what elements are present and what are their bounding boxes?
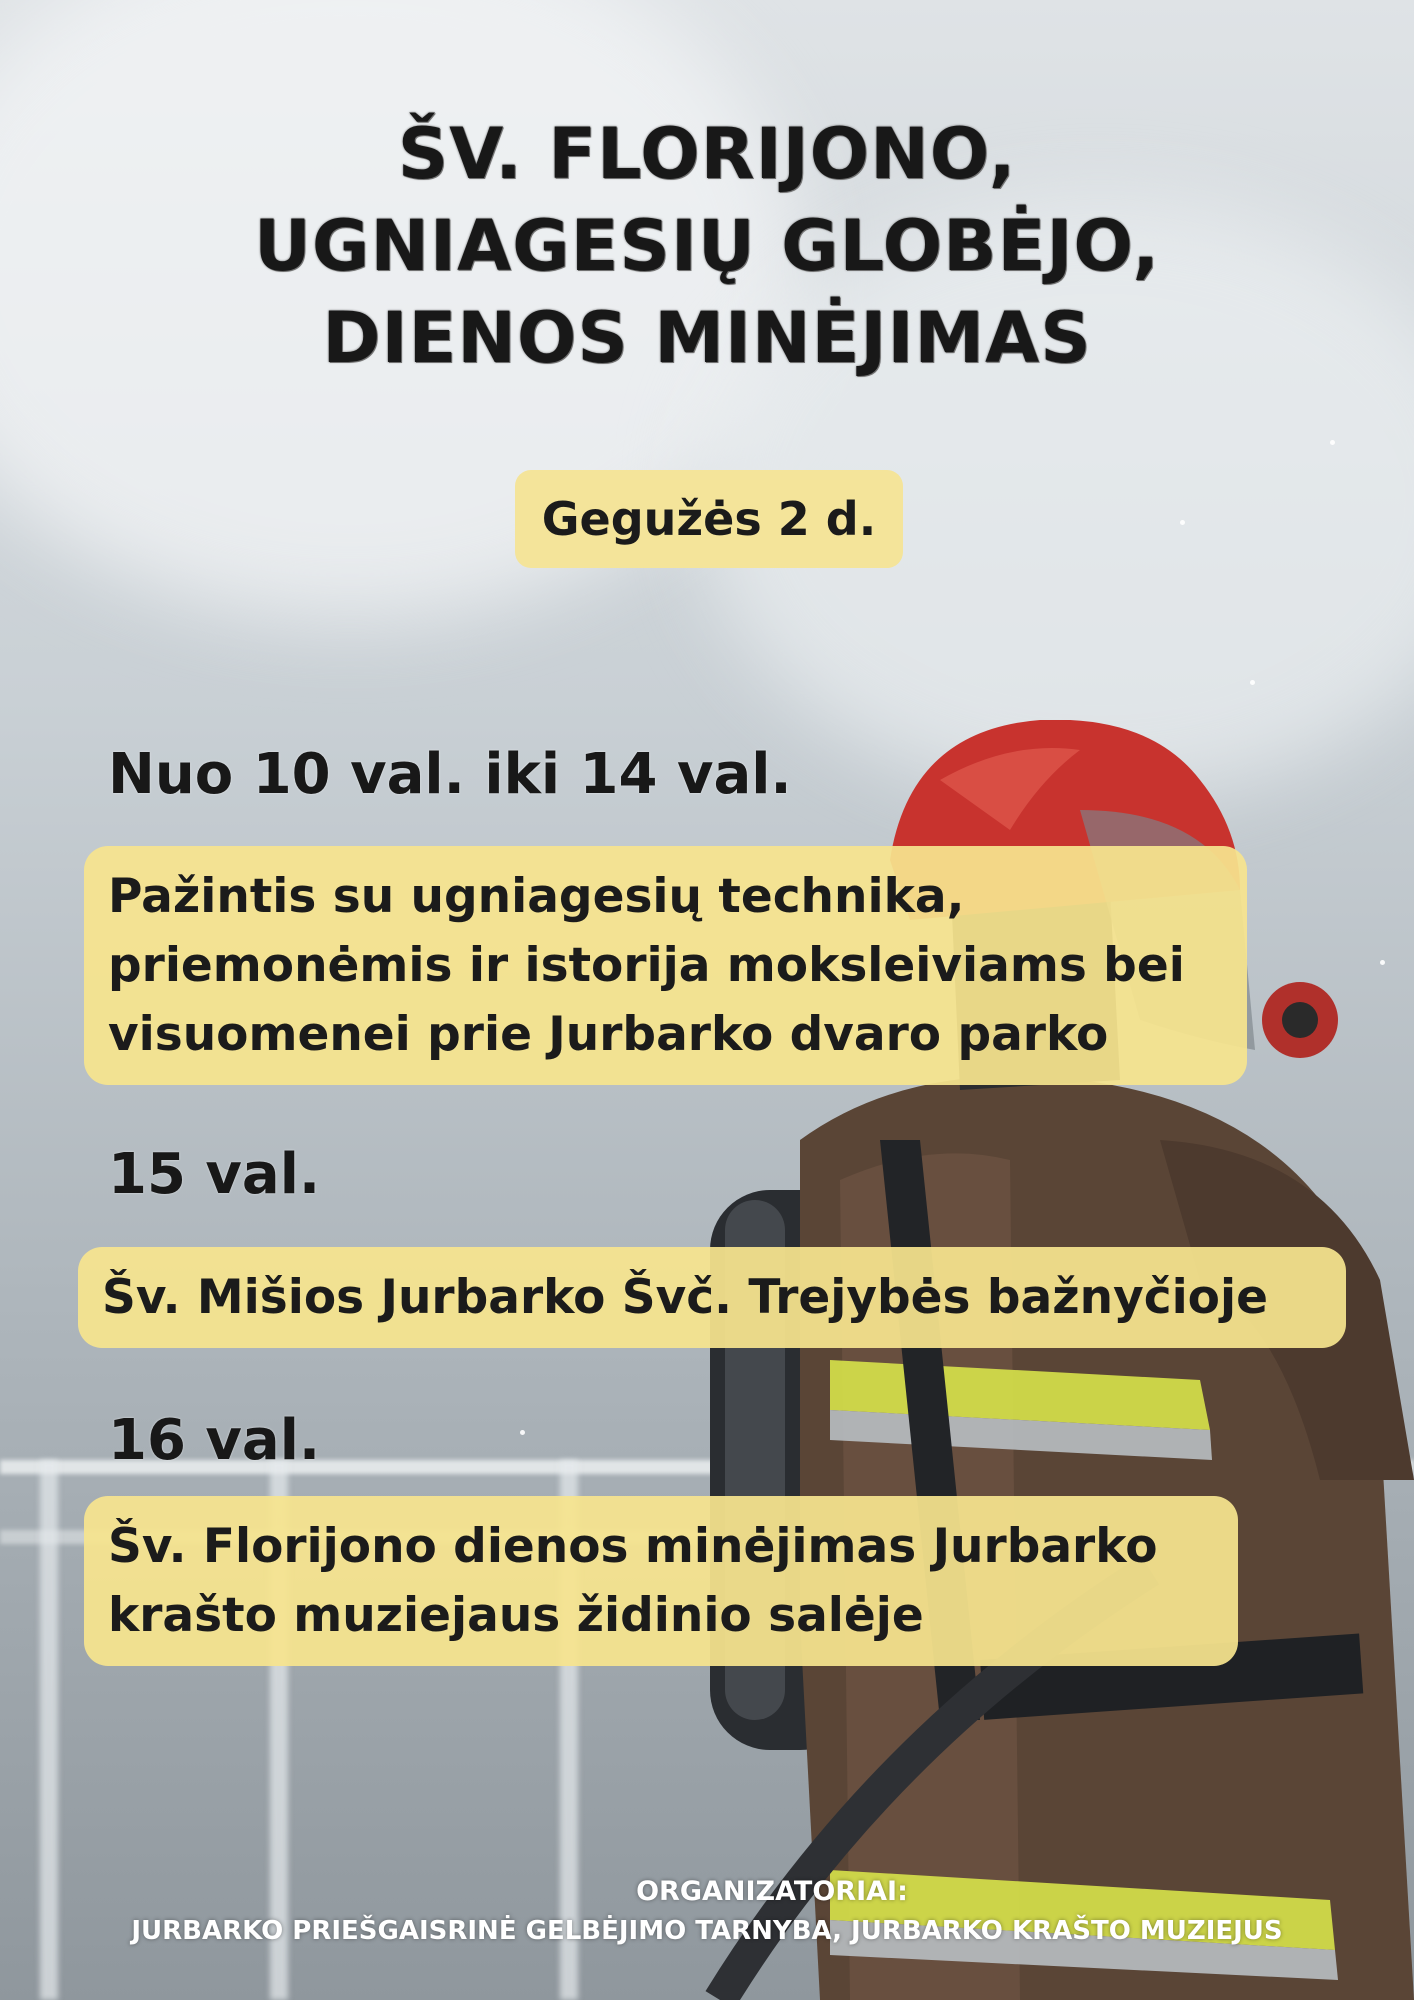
event-description-line: Šv. Florijono dienos minėjimas Jurbarko — [108, 1519, 1158, 1574]
event-description-line: krašto muziejaus židinio salėje — [108, 1588, 924, 1643]
event-description-line: visuomenei prie Jurbarko dvaro parko — [108, 1007, 1109, 1062]
event-title — [0, 108, 1414, 384]
event-description-line: Šv. Mišios Jurbarko Švč. Trejybės bažnyčioje — [102, 1270, 1268, 1325]
event-description-line: priemonėmis ir istorija moksleiviams bei — [108, 938, 1185, 993]
event-time: 15 val. — [108, 1142, 321, 1207]
event-description-line: Pažintis su ugniagesių technika, — [108, 869, 965, 924]
title-line: UGNIAGESIŲ GLOBĖJO, — [254, 205, 1160, 287]
water-droplet — [1330, 440, 1335, 445]
title-line: ŠV. FLORIJONO, — [397, 113, 1017, 195]
event-description — [84, 1496, 1238, 1666]
event-date-badge: Gegužės 2 d. — [515, 470, 903, 568]
event-time: Nuo 10 val. iki 14 val. — [108, 742, 792, 807]
organizers-names: JURBARKO PRIEŠGAISRINĖ GELBĖJIMO TARNYBA, JURBARKO KRAŠTO MUZIEJUS — [131, 1916, 1283, 1946]
event-description — [84, 846, 1247, 1085]
organizers-label: ORGANIZATORIAI: — [636, 1876, 908, 1907]
event-description — [78, 1247, 1346, 1348]
water-droplet — [1250, 680, 1255, 685]
water-droplet — [520, 1430, 525, 1435]
event-time: 16 val. — [108, 1408, 321, 1473]
title-line: DIENOS MINĖJIMAS — [322, 297, 1092, 379]
water-droplet — [1180, 520, 1185, 525]
